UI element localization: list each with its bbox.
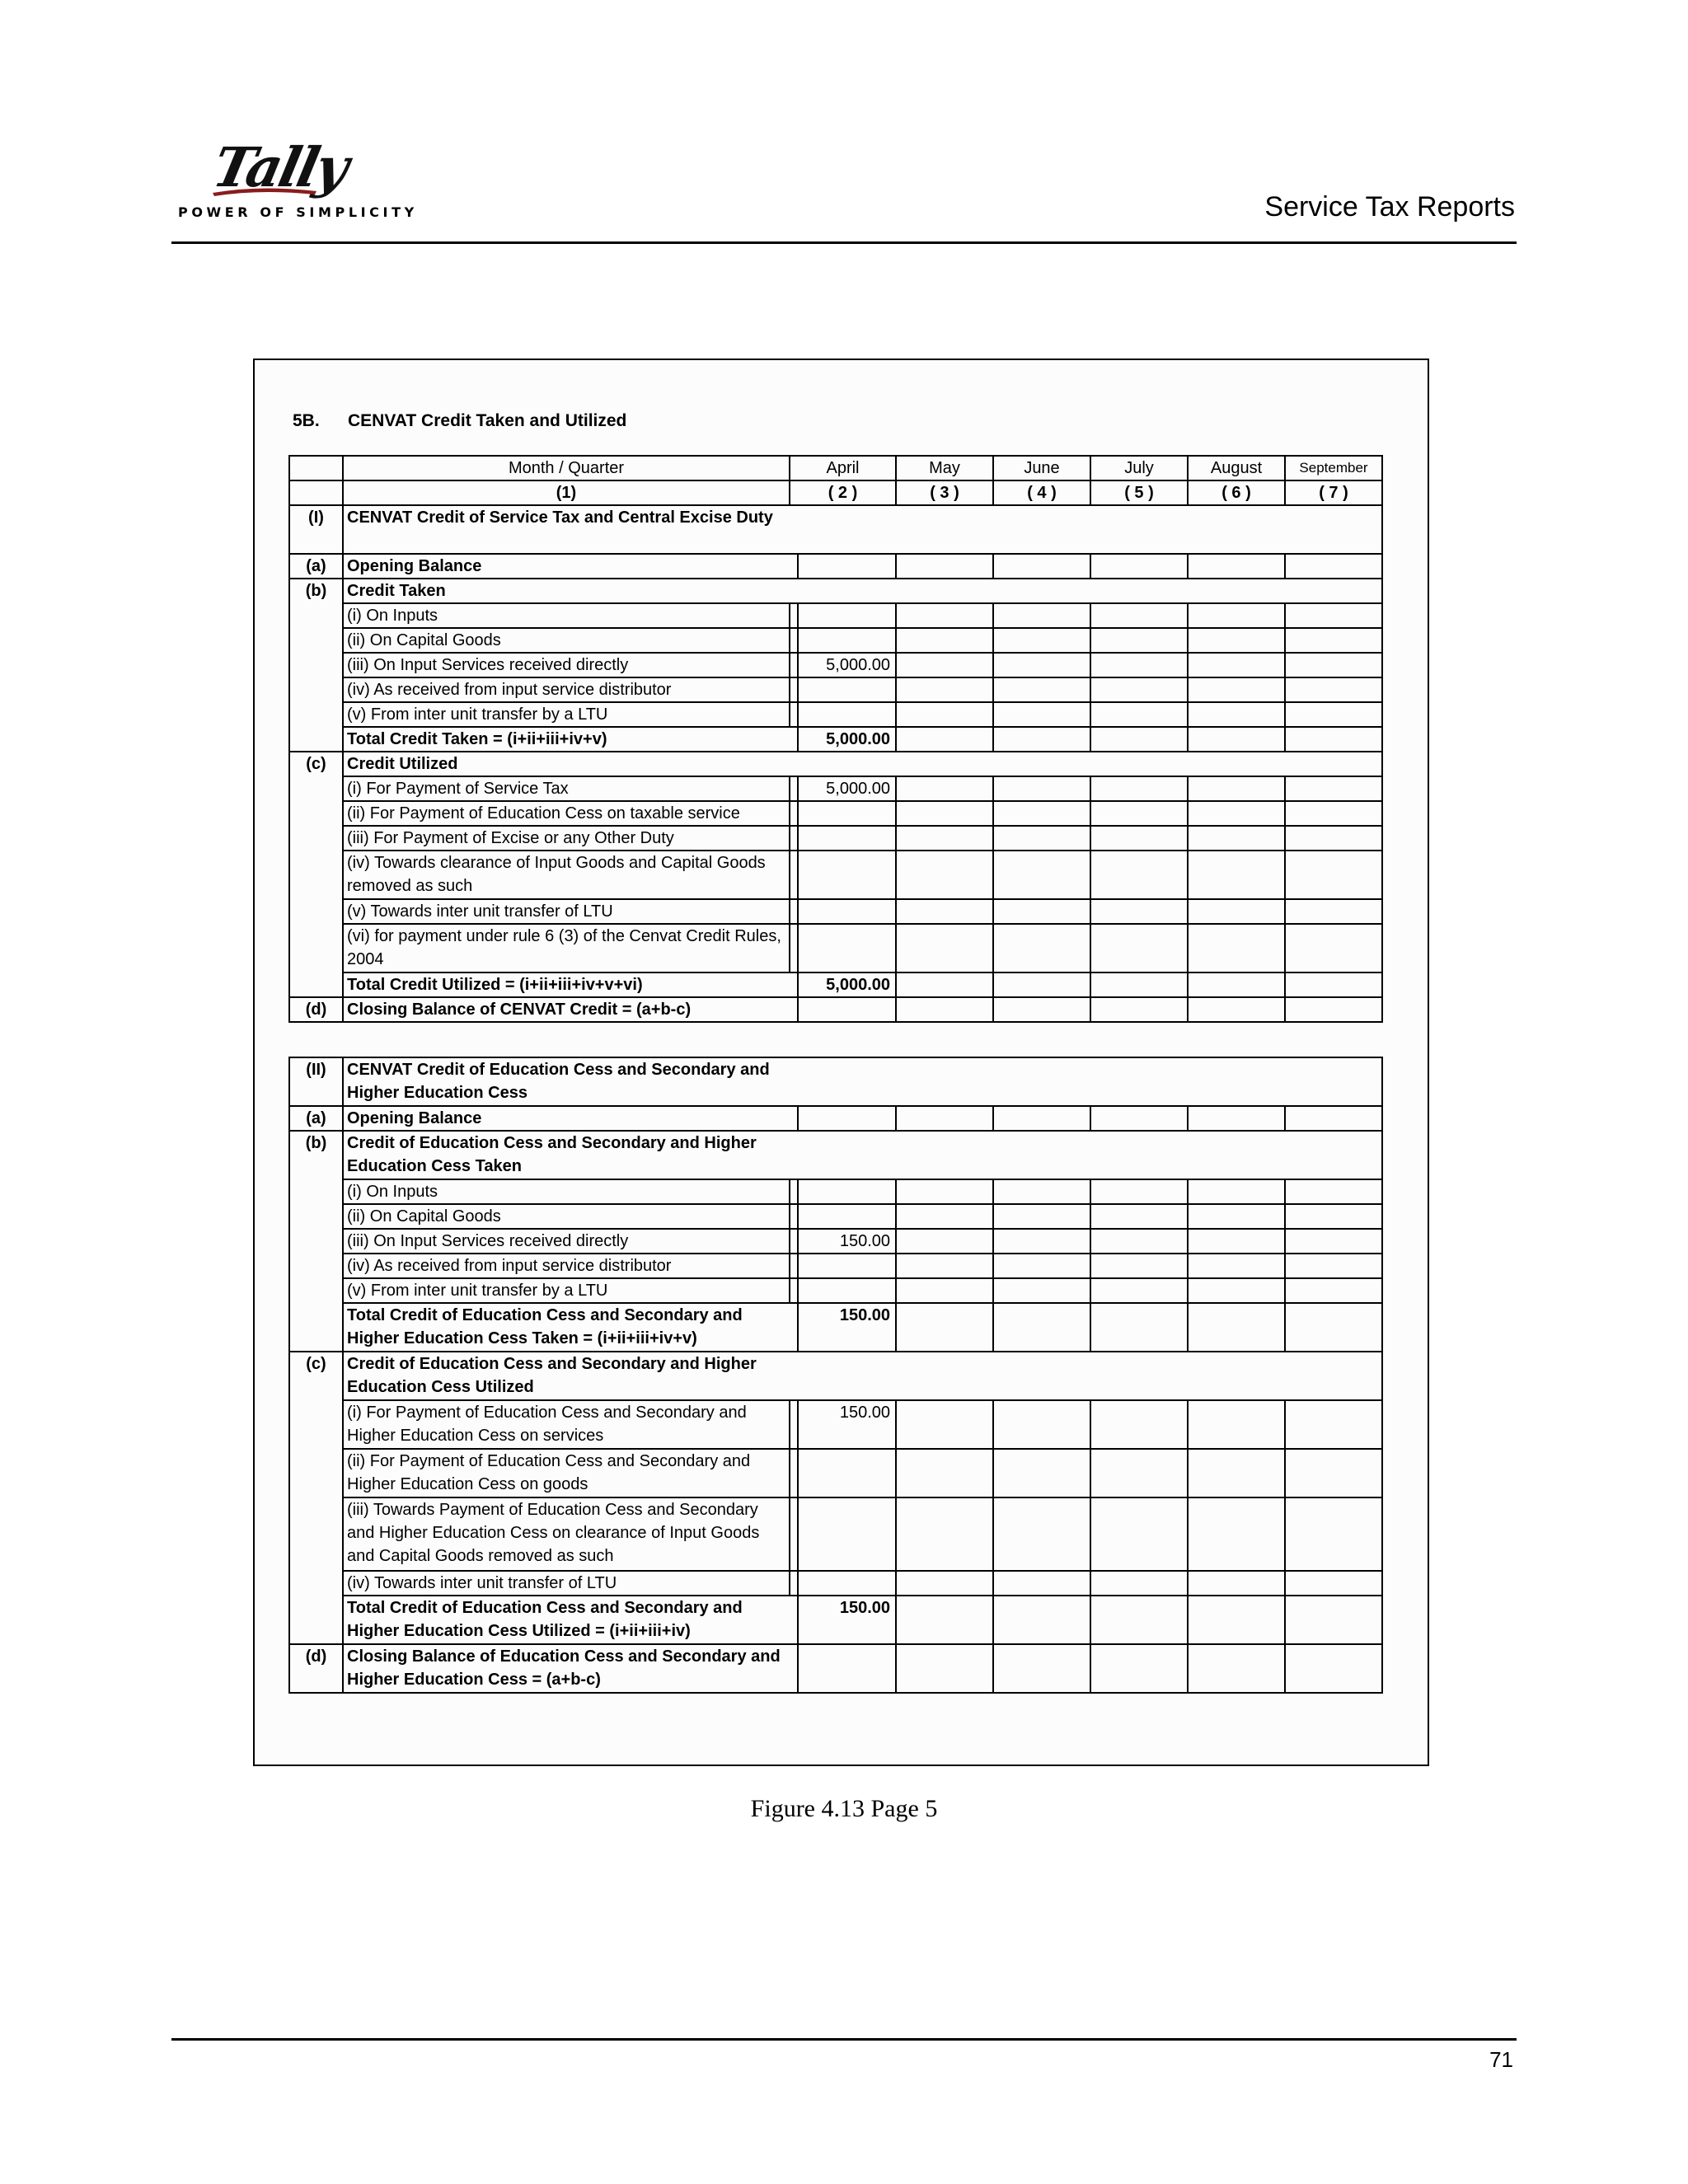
row-label: (iii) For Payment of Excise or any Other Duty [343, 826, 790, 851]
row-label: (v) Towards inter unit transfer of LTU [343, 899, 790, 924]
row-label: Credit of Education Cess and Secondary and Higher Education Cess Utilized [343, 1352, 1382, 1400]
page-header-title: Service Tax Reports [1264, 191, 1515, 223]
month-header: August [1188, 456, 1285, 480]
april-value: 150.00 [798, 1400, 896, 1449]
table-row [289, 1571, 1382, 1596]
april-total: 5,000.00 [798, 727, 896, 752]
row-label: Opening Balance [343, 1106, 798, 1131]
april-value: 5,000.00 [798, 653, 896, 677]
april-value [798, 628, 896, 653]
table-row [289, 899, 1382, 924]
closing-balance-row [289, 1644, 1382, 1693]
logo-tagline: POWER OF SIMPLICITY [178, 204, 418, 220]
month-quarter-header: Month / Quarter [343, 456, 790, 480]
table-row [289, 1179, 1382, 1204]
month-header: April [790, 456, 896, 480]
total-row [289, 1303, 1382, 1352]
april-value [798, 1571, 896, 1596]
total-label: Total Credit Utilized = (i+ii+iii+iv+v+vi) [343, 972, 798, 997]
table-row [289, 776, 1382, 801]
table-row [289, 924, 1382, 972]
row-label: (i) For Payment of Education Cess and Secondary and Higher Education Cess on services [343, 1400, 790, 1449]
row-label: Closing Balance of Education Cess and Secondary and Higher Education Cess = (a+b-c) [343, 1644, 798, 1693]
april-value [798, 851, 896, 899]
figure-frame [253, 359, 1429, 1766]
row-id: (b) [289, 579, 343, 603]
row-label: Closing Balance of CENVAT Credit = (a+b-c) [343, 997, 798, 1022]
table-row [289, 826, 1382, 851]
row-label: (vi) for payment under rule 6 (3) of the Cenvat Credit Rules, 2004 [343, 924, 790, 972]
credit-utilized-heading-row [289, 1352, 1382, 1400]
cenvat-credit-table [288, 455, 1383, 1023]
part-title: CENVAT Credit of Education Cess and Secondary and Higher Education Cess [343, 1057, 1382, 1106]
row-id: (c) [289, 1352, 343, 1400]
row-label: (iv) As received from input service distributor [343, 1254, 790, 1278]
column-number: ( 2 ) [790, 480, 896, 505]
opening-balance-row [289, 1106, 1382, 1131]
row-label: (iii) Towards Payment of Education Cess and Secondary and Higher Education Cess on clearance of Input Goods and Capital Goods removed as such [343, 1497, 790, 1571]
row-id: (a) [289, 554, 343, 579]
row-label: (v) From inter unit transfer by a LTU [343, 702, 790, 727]
blank-cell [289, 456, 343, 480]
row-id: (d) [289, 1644, 343, 1693]
credit-utilized-heading-row [289, 752, 1382, 776]
april-value [798, 1497, 896, 1571]
row-label: (i) For Payment of Service Tax [343, 776, 790, 801]
row-label: (ii) On Capital Goods [343, 1204, 790, 1229]
april-value [798, 924, 896, 972]
month-header: June [993, 456, 1090, 480]
row-id: (a) [289, 1106, 343, 1131]
total-row [289, 972, 1382, 997]
total-row [289, 727, 1382, 752]
education-cess-table [288, 1057, 1383, 1694]
april-value [798, 826, 896, 851]
table-row [289, 1229, 1382, 1254]
row-label: Credit of Education Cess and Secondary and Higher Education Cess Taken [343, 1131, 1382, 1179]
row-label: (iv) As received from input service distributor [343, 677, 790, 702]
april-value [798, 899, 896, 924]
page-number: 71 [1489, 2047, 1513, 2072]
april-value: 5,000.00 [798, 776, 896, 801]
april-value [798, 1179, 896, 1204]
table-row [289, 628, 1382, 653]
section-number: 5B. [293, 411, 320, 430]
row-label: (ii) For Payment of Education Cess and Secondary and Higher Education Cess on goods [343, 1449, 790, 1497]
table-row [289, 1400, 1382, 1449]
april-value [798, 801, 896, 826]
credit-taken-heading-row [289, 1131, 1382, 1179]
row-id: (d) [289, 997, 343, 1022]
part-heading-row [289, 505, 1382, 554]
table-row [289, 653, 1382, 677]
part-heading-row [289, 1057, 1382, 1106]
table-row [289, 1278, 1382, 1303]
row-label: (v) From inter unit transfer by a LTU [343, 1278, 790, 1303]
table-row [289, 801, 1382, 826]
logo-wordmark: Tally [207, 135, 353, 199]
figure-caption: Figure 4.13 Page 5 [750, 1795, 938, 1822]
row-label: Opening Balance [343, 554, 798, 579]
table-row [289, 1449, 1382, 1497]
row-id: (c) [289, 752, 343, 776]
total-label: Total Credit of Education Cess and Secondary and Higher Education Cess Taken = (i+ii+iii+iv+v) [343, 1303, 798, 1352]
april-total: 150.00 [798, 1596, 896, 1644]
april-value [798, 1278, 896, 1303]
part-id: (II) [289, 1057, 343, 1106]
april-total: 150.00 [798, 1303, 896, 1352]
logo-swoosh-icon [211, 186, 318, 196]
row-label: (i) On Inputs [343, 1179, 790, 1204]
table-row [289, 677, 1382, 702]
month-header: May [896, 456, 993, 480]
blank-cell [289, 480, 343, 505]
total-row [289, 1596, 1382, 1644]
april-value [798, 1204, 896, 1229]
row-label: Credit Taken [343, 579, 1382, 603]
april-total: 5,000.00 [798, 972, 896, 997]
opening-balance-row [289, 554, 1382, 579]
footer-divider [171, 2038, 1517, 2041]
total-label: Total Credit of Education Cess and Secondary and Higher Education Cess Utilized = (i+ii+iii+iv) [343, 1596, 798, 1644]
tally-logo [175, 135, 418, 226]
part-id: (I) [289, 505, 343, 554]
row-label: (i) On Inputs [343, 603, 790, 628]
total-label: Total Credit Taken = (i+ii+iii+iv+v) [343, 727, 798, 752]
column-number: ( 3 ) [896, 480, 993, 505]
table-row [289, 1204, 1382, 1229]
april-value [798, 677, 896, 702]
header-row-months [289, 456, 1382, 480]
column-number: (1) [343, 480, 790, 505]
column-number: ( 6 ) [1188, 480, 1285, 505]
row-label: Credit Utilized [343, 752, 1382, 776]
month-header: September [1285, 456, 1382, 480]
table-row [289, 702, 1382, 727]
table-row [289, 851, 1382, 899]
row-label: (iii) On Input Services received directly [343, 653, 790, 677]
header-row-numbers [289, 480, 1382, 505]
header-divider [171, 241, 1517, 244]
table-row [289, 603, 1382, 628]
column-number: ( 5 ) [1090, 480, 1188, 505]
column-number: ( 7 ) [1285, 480, 1382, 505]
row-label: (ii) On Capital Goods [343, 628, 790, 653]
row-label: (ii) For Payment of Education Cess on taxable service [343, 801, 790, 826]
credit-taken-heading-row [289, 579, 1382, 603]
april-value [798, 702, 896, 727]
month-header: July [1090, 456, 1188, 480]
section-title: CENVAT Credit Taken and Utilized [348, 411, 627, 430]
column-number: ( 4 ) [993, 480, 1090, 505]
april-value [798, 1449, 896, 1497]
table-row [289, 1497, 1382, 1571]
table-row [289, 1254, 1382, 1278]
closing-balance-row [289, 997, 1382, 1022]
part-title: CENVAT Credit of Service Tax and Central Excise Duty [343, 505, 1382, 554]
row-label: (iv) Towards clearance of Input Goods and Capital Goods removed as such [343, 851, 790, 899]
april-value: 150.00 [798, 1229, 896, 1254]
april-value [798, 603, 896, 628]
row-label: (iv) Towards inter unit transfer of LTU [343, 1571, 790, 1596]
row-id: (b) [289, 1131, 343, 1179]
april-value [798, 1254, 896, 1278]
row-label: (iii) On Input Services received directly [343, 1229, 790, 1254]
